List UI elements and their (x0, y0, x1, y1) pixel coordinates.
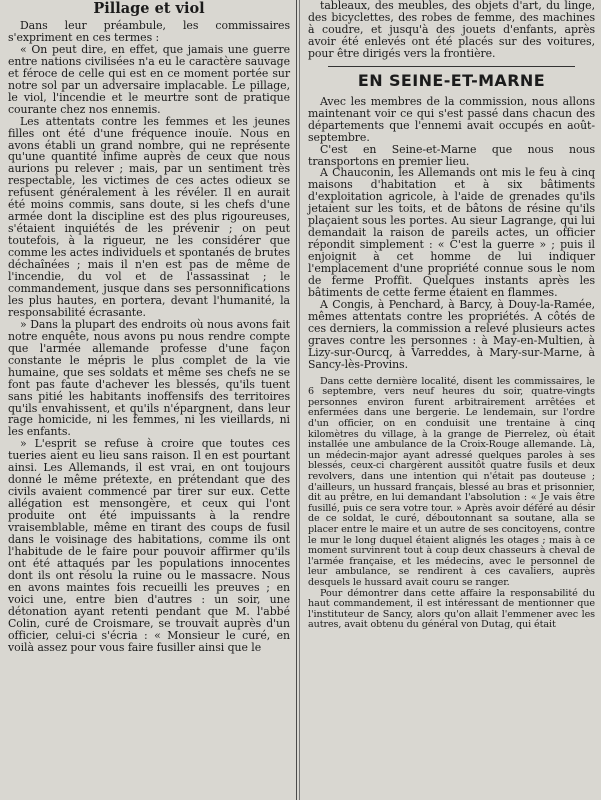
paragraph: » L'esprit se refuse à croire que toutes ces tueries aient eu lieu sans raison. Il en est pourtant ainsi. Les Allemands, il est vrai, en ont toujours donné le même prétexte, en prétendant que des civils avaient commencé par tirer sur eux. Cette allégation est mensongère, et ceux qui l'ont produite ont été impuissants à la rendre vraisemblable, même en tirant des coups de fusil dans le voisinage des habitations, comme ils ont l'habitude de le faire pour pouvoir affirmer qu'ils ont été attaqués par les populations innocentes dont ils ont résolu la ruine ou le massacre. Nous en avons maintes fois recueilli les preuves ; en voici une, entre bien d'autres : un soir, une détonation ayant retenti pendant que M. l'abbé Colin, curé de Croismare, se trouvait auprès d'un officier, celui-ci s'écria : « Monsieur le curé, en voilà assez pour vous faire fusiller ainsi que le (8, 437, 290, 654)
paragraph: Les attentats contre les femmes et les jeunes filles ont été d'une fréquence inouïe. Nous en avons établi un grand nombre, qui ne représente qu'une quantité infime auprès de ceux que nous aurions pu relever ; mais, par un sentiment très respectable, les victimes de ces actes odieux se refusent généralement à les révéler. Il en aurait été moins commis, sans doute, si les chefs d'une armée dont la discipline est des plus rigoureuses, s'étaient inquiétés de les prévenir ; on peut toutefois, à la rigueur, ne les considérer que comme les actes individuels et spontanés de brutes déchaînées ; mais il n'en est pas de même de l'incendie, du vol et de l'assassinat ; le commandement, jusque dans ses personnifications les plus hautes, en portera, devant l'humanité, la responsabilité écrasante. (8, 114, 290, 319)
paragraph: Dans cette dernière localité, disent les commissaires, le 6 septembre, vers neuf heures du soir, quatre-vingts personnes environ furent arbitrairement arrêtées et enfermées dans une bergerie. Le lendemain, sur l'ordre d'un officier, on en conduisit une trentaine à cinq kilomètres du village, à la grange de Pierrelez, où était installée une ambulance de la Croix-Rouge allemande. Là, un médecin-major ayant adressé quelques paroles à ses blessés, ceux-ci chargèrent aussitôt quatre fusils et deux revolvers, dans une intention qui n'était pas douteuse ; d'ailleurs, un hussard français, blessé au bras et prisonnier, dit au prêtre, en lui demandant l'absolution : « Je vais être fusillé, puis ce sera votre tour. » Après avoir déféré au désir de ce soldat, le curé, déboutonnant sa soutane, alla se placer entre le maire et un autre de ses concitoyens, contre le mur le long duquel étaient alignés les otages ; mais à ce moment survinrent tout à coup deux chasseurs à cheval de l'armée française, et les médecins, avec le personnel de leur ambulance, se rendirent à ces cavaliers, auprès desquels le hussard avait couru se ranger. (308, 375, 595, 588)
right-column (300, 0, 601, 800)
paragraph: tableaux, des meubles, des objets d'art, du linge, des bicyclettes, des robes de femme, des machines à coudre, et jusqu'à des jouets d'enfants, après avoir été enlevés ont été placés sur des voitures, pour être dirigés vers la frontière. (308, 0, 595, 60)
paragraph: Dans leur préambule, les commissaires s'expriment en ces termes : (8, 19, 290, 44)
left-column (0, 0, 296, 800)
small-print-block (308, 377, 595, 631)
paragraph: A Congis, à Penchard, à Barcy, à Douy-la-Ramée, mêmes attentats contre les propriétés. A côtés de ces derniers, la commission a relevé plusieurs actes graves contre les personnes : à May-en-Multien, à Lizy-sur-Ourcq, à Varreddes, à Mary-sur-Marne, à Sancy-lès-Provins. (308, 297, 595, 371)
paragraph: » Dans la plupart des endroits où nous avons fait notre enquête, nous avons pu nous rendre compte que l'armée allemande professe d'une façon constante le mépris le plus complet de la vie humaine, que ses soldats et même ses chefs ne se font pas faute d'achever les blessés, qu'ils tuent sans pitié les habitants inoffensifs des territoires qu'ils envahissent, et qu'ils n'épargnent, dans leur rage homicide, ni les femmes, ni les vieillards, ni les enfants. (8, 317, 290, 439)
section-divider (328, 66, 575, 67)
paragraph: Pour démontrer dans cette affaire la responsabilité du haut commandement, il est intéressant de mentionner que l'instituteur de Sancy, alors qu'on allait l'emmener avec les autres, avait obtenu du général von Dutag, qui était (308, 587, 595, 631)
paragraph: Avec les membres de la commission, nous allons maintenant voir ce qui s'est passé dans chacun des départements que l'ennemi avait occupés en août-septembre. (308, 94, 595, 144)
column-rule (296, 0, 297, 800)
section-title: EN SEINE-ET-MARNE (357, 70, 546, 90)
paragraph: C'est en Seine-et-Marne que nous nous transportons en premier lieu. (308, 142, 595, 168)
headline: Pillage et viol (93, 0, 205, 17)
paragraph: A Chauconin, les Allemands ont mis le feu à cinq maisons d'habitation et à six bâtiments d'exploitation agricole, à l'aide de grenades qu'ils jetaient sur les toits, et de bâtons de résine qu'ils plaçaient sous les portes. Au sieur Lagrange, qui lui demandait la raison de pareils actes, un officier répondit simplement : « C'est la guerre » ; puis il enjoignit à cet homme de lui indiquer l'emplacement d'une propriété connue sous le nom de ferme Proffit. Quelques instants après les bâtiments de cette ferme étaient en flammes. (308, 166, 595, 300)
paragraph: « On peut dire, en effet, que jamais une guerre entre nations civilisées n'a eu le caractère sauvage et féroce de celle qui est en ce moment portée sur notre sol par un adversaire implacable. Le pillage, le viol, l'incendie et le meurtre sont de pratique courante chez nos ennemis. (8, 42, 290, 116)
